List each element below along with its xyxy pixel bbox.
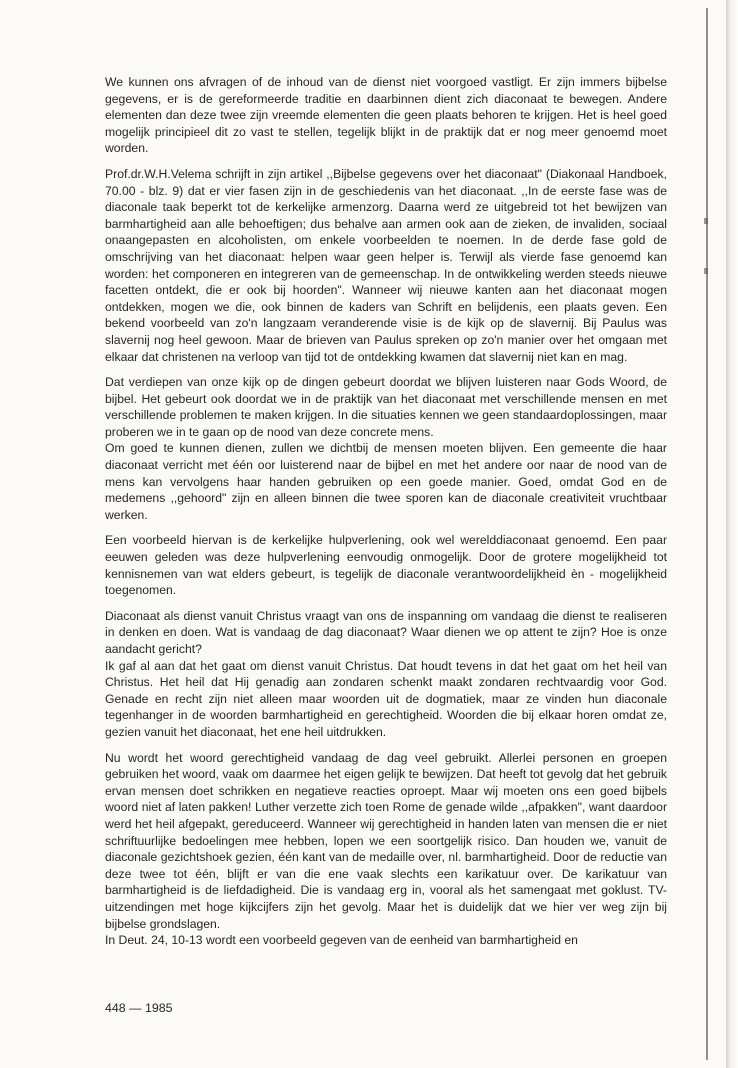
book-spine-shadow <box>726 0 738 1068</box>
page-edge-line <box>706 8 708 1060</box>
page-number-footer: 448 — 1985 <box>105 1001 173 1015</box>
article-body <box>105 74 667 949</box>
paragraph-5: Een voorbeeld hiervan is de kerkelijke hulpverlening, ook wel werelddiaconaat genoemd. Een paar eeuwen geleden was deze hulpverlening eenvoudig onmogelijk. Door de grotere mogelijkheid tot kennisnemen van wat elders gebeurt, is tegelijk de diaconale verantwoordelijkheid èn - mogelijkheid toegenomen. <box>105 533 667 598</box>
paragraph-7: Ik gaf al aan dat het gaat om dienst vanuit Christus. Dat houdt tevens in dat het gaat om het heil van Christus. Het heil dat Hij genadig aan zondaren schenkt maakt zondaren rechtvaardig voor God. Genade en recht zijn niet alleen maar woorden uit de dogmatiek, maar ze vinden hun diaconale tegenhanger in de woorden barmhartigheid en gerechtigheid. Woorden die bij elkaar horen omdat ze, gezien vanuit het diaconaat, het ene heil uitdrukken. <box>105 658 667 739</box>
paragraph-2: Prof.dr.W.H.Velema schrijft in zijn artikel ,,Bijbelse gegevens over het diaconaat" (Diakonaal Handboek, 70.00 - blz. 9) dat er vier fasen zijn in de geschiedenis van het diaconaat. ,,In de eerste fase was de diaconale taak beperkt tot de kerkelijke armenzorg. Daarna werd ze uitgebreid tot het bewijzen van barmhartigheid aan alle behoeftigen; dus behalve aan armen ook aan de zieken, de invaliden, sociaal onaangepasten en alcoholisten, om enkele voorbeelden te noemen. In de derde fase gold de omschrijving van het diaconaat: helpen waar geen helper is. Terwijl als vierde fase genoemd kan worden: het componeren en integreren van de gemeenschap. In de ontwikkeling werden steeds nieuwe facetten ontdekt, die er ook bij hoorden". Wanneer wij nieuwe kanten aan het diaconaat mogen ontdekken, mogen we die, ook binnen de kaders van Schrift en belijdenis, een plaats geven. Een bekend voorbeeld van zo'n langzaam veranderende visie is de kijk op de slavernij. Bij Paulus was slavernij nog heel gewoon. Maar de brieven van Paulus spreken op zo'n manier over het omgaan met elkaar dat christenen na verloop van tijd tot de ontdekking kwamen dat slavernij niet kan en mag. <box>105 166 667 364</box>
paragraph-9: In Deut. 24, 10-13 wordt een voorbeeld gegeven van de eenheid van barmhartigheid en <box>105 933 578 948</box>
margin-mark <box>704 268 708 274</box>
paragraph-8: Nu wordt het woord gerechtigheid vandaag de dag veel gebruikt. Allerlei personen en groepen gebruiken het woord, vaak om daarmee het eigen gelijk te bewijzen. Dat heeft tot gevolg dat het gebruik ervan mensen doet schrikken en negatieve reacties oproept. Maar wij moeten ons een goed bijbels woord niet af laten pakken! Luther verzette zich toen Rome de genade wilde ,,afpakken", want daardoor werd het heil afgepakt, gereduceerd. Wanneer wij gerechtigheid in handen laten van mensen die er niet schriftuurlijke bedoelingen mee hebben, lopen we een soortgelijk risico. Dan houden we, vanuit de diaconale gezichtshoek gezien, één kant van de medaille over, nl. barmhartigheid. Door de reductie van deze twee tot één, blijft er van die ene vaak slechts een karikatuur over. De karikatuur van barmhartigheid is de liefdadigheid. Die is vandaag erg in, vooral als het samengaat met goklust. TV-uitzendingen met hoge kijkcijfers zijn het gevolg. Maar het is duidelijk dat we hier ver weg zijn bij bijbelse grondslagen. <box>105 750 667 931</box>
paragraph-1: We kunnen ons afvragen of de inhoud van de dienst niet voorgoed vastligt. Er zijn immers bijbelse gegevens, er is de gereformeerde traditie en daarbinnen dient zich diaconaat te bewegen. Andere elementen dan deze twee zijn vreemde elementen die geen plaats behoren te krijgen. Het is heel goed mogelijk principieel dit zo vast te stellen, tegelijk blijkt in de praktijk dat er nog meer genoemd moet worden. <box>105 75 667 156</box>
paragraph-4: Om goed te kunnen dienen, zullen we dichtbij de mensen moeten blijven. Een gemeente die haar diaconaat verricht met één oor luisterend naar de bijbel en met het andere oor naar de nood van de mens kan vervolgens haar handen gebruiken op een goede manier. Goed, omdat God en de medemens ,,gehoord" zijn en alleen binnen die twee sporen kan de diaconale creativiteit vruchtbaar werken. <box>105 441 667 522</box>
paragraph-6: Diaconaat als dienst vanuit Christus vraagt van ons de inspanning om vandaag die dienst te realiseren in denken en doen. Wat is vandaag de dag diaconaat? Waar dienen we op attent te zijn? Hoe is onze aandacht gericht? <box>105 608 667 656</box>
paragraph-3: Dat verdiepen van onze kijk op de dingen gebeurt doordat we blijven luisteren naar Gods Woord, de bijbel. Het gebeurt ook doordat we in de praktijk van het diaconaat met verschillende mensen en met verschillende problemen te maken krijgen. In die situaties kennen we geen standaardoplossingen, maar proberen we in te gaan op de nood van deze concrete mens. <box>105 375 667 439</box>
margin-mark <box>704 218 708 224</box>
